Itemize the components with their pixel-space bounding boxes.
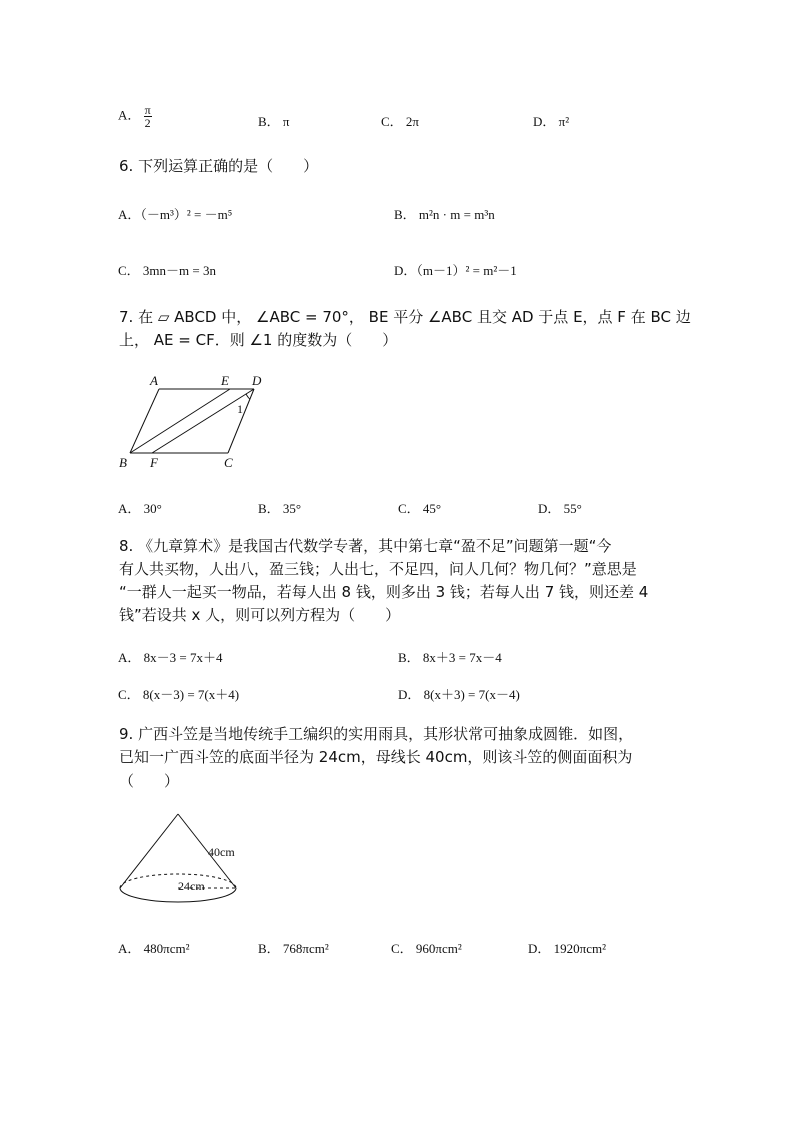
q5-option-d-letter: D． (533, 114, 559, 129)
q7-stem-line-2: 上， AE = CF．则 ∠1 的度数为（ ） (119, 331, 398, 349)
q6-option-b: B． m²n · m = m³n (394, 207, 495, 222)
segment-fd (152, 389, 254, 453)
label-a: A (150, 373, 158, 388)
q7-stem-line-1: 7. 在 ▱ ABCD 中， ∠ABC = 70°， BE 平分 ∠ABC 且交 AD 于点 E，点 F 在 BC 边 (119, 308, 691, 326)
q9-cone-figure (112, 808, 252, 912)
q7-parallelogram-figure (115, 370, 275, 474)
q9-option-b: B． 768πcm² (258, 941, 329, 956)
q8-option-a: A． 8x－3 = 7x＋4 (118, 650, 223, 665)
label-c: C (224, 455, 233, 470)
q5-option-a-denominator: 2 (144, 116, 151, 130)
q5-option-a-fraction (144, 104, 152, 129)
q9-option-a: A． 480πcm² (118, 941, 190, 956)
q9-option-d: D． 1920πcm² (528, 941, 606, 956)
label-e: E (221, 373, 229, 388)
q6-option-a: A．（－m³）² = －m⁵ (118, 207, 233, 222)
q6-option-c: C． 3mn－m = 3n (118, 263, 216, 278)
q5-option-d-value: π² (558, 114, 570, 129)
q8-stem-line-3: “一群人一起买一物品，若每人出 8 钱，则多出 3 钱；若每人出 7 钱，则还差 4 (119, 583, 649, 601)
q5-option-d (533, 111, 569, 130)
q6-stem: 6. 下列运算正确的是（ ） (119, 157, 319, 175)
q9-option-c: C． 960πcm² (391, 941, 462, 956)
q7-option-c: C． 45° (398, 501, 442, 516)
q9-stem-line-2: 已知一广西斗笠的底面半径为 24cm，母线长 40cm，则该斗笠的侧面面积为 (119, 748, 633, 766)
label-radius: 24cm (178, 879, 205, 893)
q7-option-a: A． 30° (118, 501, 162, 516)
q5-option-c: C． 2π (381, 114, 419, 129)
label-f: F (150, 455, 158, 470)
q8-option-d: D． 8(x＋3) = 7(x－4) (398, 687, 520, 702)
q8-stem-line-2: 有人共买物，人出八，盈三钱；人出七，不足四，问人几何？物几何？”意思是 (119, 560, 637, 578)
label-slant-height: 40cm (208, 845, 235, 859)
q5-option-a-numerator: π (144, 103, 151, 117)
q9-stem-line-3: （ ） (119, 772, 180, 790)
label-angle-1: 1 (237, 402, 243, 416)
q8-stem-line-1: 8. 《九章算术》是我国古代数学专著，其中第七章“盈不足”问题第一题“今 (119, 537, 612, 555)
angle-1-arc (246, 394, 250, 399)
label-d: D (252, 373, 262, 388)
cone-left-slant (120, 814, 178, 888)
q5-option-a-letter: A． (118, 107, 141, 123)
q5-option-a (118, 104, 152, 129)
edge-cd (228, 389, 254, 453)
q7-option-d: D． 55° (538, 501, 582, 516)
q5-option-b: B． π (258, 114, 290, 129)
q8-stem-line-4: 钱”若设共 x 人，则可以列方程为（ ） (119, 606, 401, 624)
q9-stem-line-1: 9. 广西斗笠是当地传统手工编织的实用雨具，其形状常可抽象成圆锥．如图， (119, 725, 634, 743)
q8-option-c: C． 8(x－3) = 7(x＋4) (118, 687, 240, 702)
q7-option-b: B． 35° (258, 501, 302, 516)
q6-option-d: D．（m－1）² = m²－1 (394, 263, 517, 278)
label-b: B (119, 455, 127, 470)
q8-option-b: B． 8x＋3 = 7x－4 (398, 650, 502, 665)
